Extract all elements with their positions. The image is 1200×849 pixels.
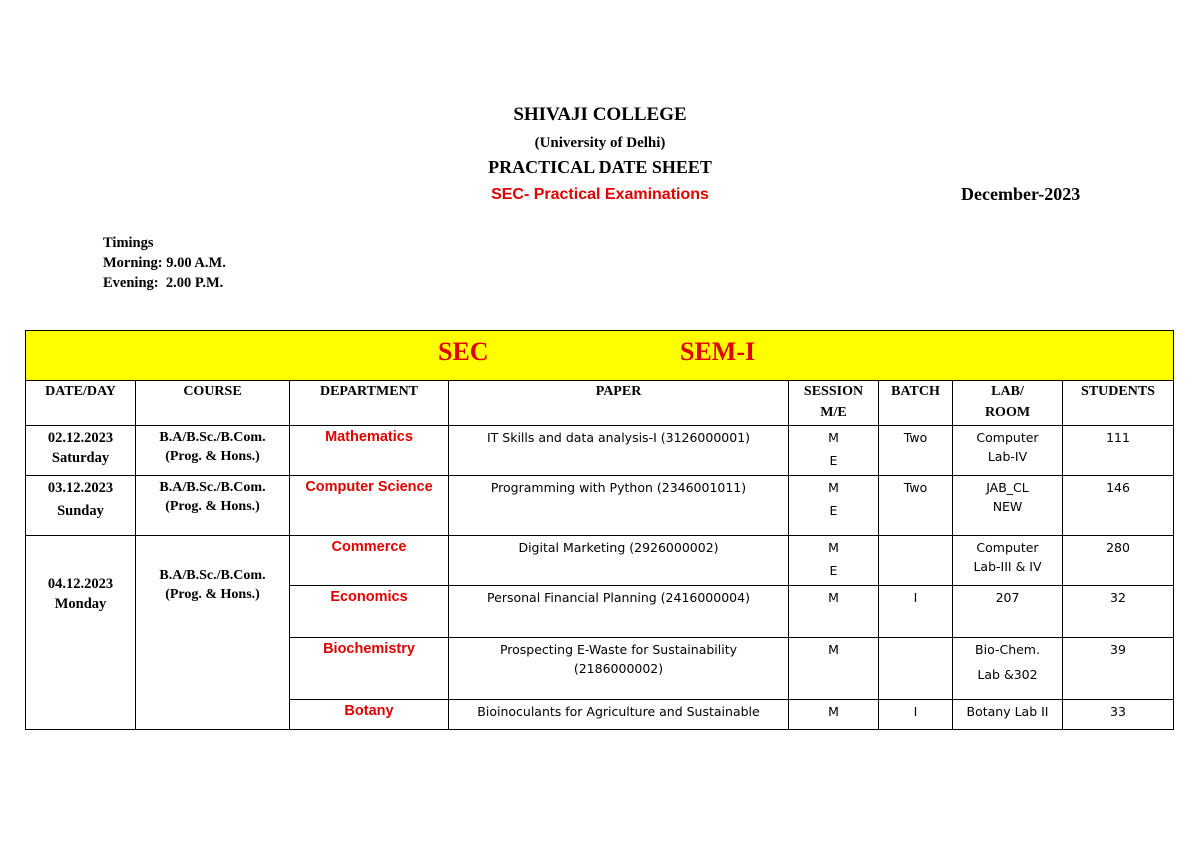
session-line2: E <box>829 503 838 518</box>
exam-month: December-2023 <box>961 184 1081 204</box>
lab-room-cell: 207 <box>953 586 1063 638</box>
department-cell: Computer Science <box>290 476 449 536</box>
batch-cell <box>879 536 953 586</box>
col-department: DEPARTMENT <box>290 381 449 426</box>
col-session <box>789 381 879 426</box>
batch-cell <box>879 638 953 700</box>
lab-room-cell <box>953 536 1063 586</box>
exam-date: 03.12.2023 <box>47 480 114 496</box>
paper-cell: Personal Financial Planning (2416000004) <box>449 586 789 638</box>
lab-room-cell <box>953 638 1063 700</box>
course-cell <box>136 476 290 536</box>
date-day-cell <box>26 476 136 536</box>
timings-label: Timings <box>103 235 154 251</box>
date-day-cell <box>26 426 136 476</box>
lab-line1: JAB_CL <box>986 480 1029 495</box>
table-row <box>26 476 1174 536</box>
paper-line2: (2186000002) <box>573 661 664 676</box>
students-cell: 111 <box>1063 426 1174 476</box>
lab-line2: Lab-IV <box>987 449 1028 464</box>
session-cell: M <box>789 638 879 700</box>
session-line2: E <box>829 453 838 468</box>
date-day-cell <box>26 536 136 730</box>
session-cell <box>789 536 879 586</box>
timing-morning: Morning: 9.00 A.M. <box>103 255 226 271</box>
students-cell: 39 <box>1063 638 1174 700</box>
students-cell: 33 <box>1063 700 1174 730</box>
lab-line2: Lab-III & IV <box>973 559 1042 574</box>
session-line1: M <box>828 480 839 495</box>
lab-line1: Computer <box>976 430 1039 445</box>
col-students: STUDENTS <box>1063 381 1174 426</box>
session-line2: E <box>829 563 838 578</box>
paper-cell <box>449 638 789 700</box>
course-line1: B.A/B.Sc./B.Com. <box>159 480 266 495</box>
course-line2: (Prog. & Hons.) <box>165 499 260 514</box>
col-date-day: DATE/DAY <box>26 381 136 426</box>
course-line1: B.A/B.Sc./B.Com. <box>159 568 266 583</box>
col-paper: PAPER <box>449 381 789 426</box>
exam-title-line <box>0 184 1200 208</box>
lab-line1: Computer <box>976 540 1039 555</box>
col-session-line2: M/E <box>820 405 847 420</box>
session-line1: M <box>828 430 839 445</box>
department-cell: Mathematics <box>290 426 449 476</box>
lab-room-cell <box>953 426 1063 476</box>
session-cell <box>789 476 879 536</box>
university-name: (University of Delhi) <box>534 135 666 151</box>
exam-day: Sunday <box>57 503 104 519</box>
session-cell: M <box>789 586 879 638</box>
sheet-title: PRACTICAL DATE SHEET <box>488 157 712 177</box>
session-line1: M <box>828 540 839 555</box>
col-lab-line1: LAB/ <box>991 384 1024 399</box>
exam-title: SEC- Practical Examinations <box>491 186 709 203</box>
session-cell <box>789 426 879 476</box>
col-batch: BATCH <box>879 381 953 426</box>
students-cell: 280 <box>1063 536 1174 586</box>
lab-line2: Lab &302 <box>977 667 1038 682</box>
col-session-line1: SESSION <box>803 384 864 399</box>
exam-day: Monday <box>54 596 107 612</box>
lab-room-cell <box>953 476 1063 536</box>
paper-line1: Prospecting E-Waste for Sustainability <box>499 642 738 657</box>
timing-evening: Evening: 2.00 P.M. <box>103 275 224 291</box>
course-line1: B.A/B.Sc./B.Com. <box>159 430 266 445</box>
lab-line2: NEW <box>992 499 1023 514</box>
batch-cell: Two <box>879 476 953 536</box>
lab-room-cell: Botany Lab II <box>953 700 1063 730</box>
timings-block <box>103 233 226 293</box>
students-cell: 146 <box>1063 476 1174 536</box>
course-cell <box>136 536 290 730</box>
paper-cell: Digital Marketing (2926000002) <box>449 536 789 586</box>
paper-cell: Bioinoculants for Agriculture and Sustainable <box>449 700 789 730</box>
banner-sec: SEC <box>438 337 489 366</box>
department-cell: Botany <box>290 700 449 730</box>
col-lab-line2: ROOM <box>984 405 1031 420</box>
col-course: COURSE <box>136 381 290 426</box>
course-cell <box>136 426 290 476</box>
lab-line1: Bio-Chem. <box>975 642 1040 657</box>
table-row <box>26 536 1174 586</box>
table-row <box>26 426 1174 476</box>
paper-cell: Programming with Python (2346001011) <box>449 476 789 536</box>
paper-cell: IT Skills and data analysis-I (3126000001) <box>449 426 789 476</box>
banner-sem: SEM-I <box>680 337 756 366</box>
batch-cell: I <box>879 700 953 730</box>
table-header-row <box>26 381 1174 426</box>
exam-day: Saturday <box>51 450 110 466</box>
session-cell: M <box>789 700 879 730</box>
batch-cell: Two <box>879 426 953 476</box>
batch-cell: I <box>879 586 953 638</box>
col-lab-room <box>953 381 1063 426</box>
college-name: SHIVAJI COLLEGE <box>513 104 687 125</box>
date-sheet-table <box>25 330 1174 730</box>
department-cell: Commerce <box>290 536 449 586</box>
students-cell: 32 <box>1063 586 1174 638</box>
exam-date: 02.12.2023 <box>47 430 114 446</box>
course-line2: (Prog. & Hons.) <box>165 587 260 602</box>
department-cell: Biochemistry <box>290 638 449 700</box>
exam-date: 04.12.2023 <box>47 576 114 592</box>
table-banner <box>26 331 1174 381</box>
department-cell: Economics <box>290 586 449 638</box>
course-line2: (Prog. & Hons.) <box>165 449 260 464</box>
